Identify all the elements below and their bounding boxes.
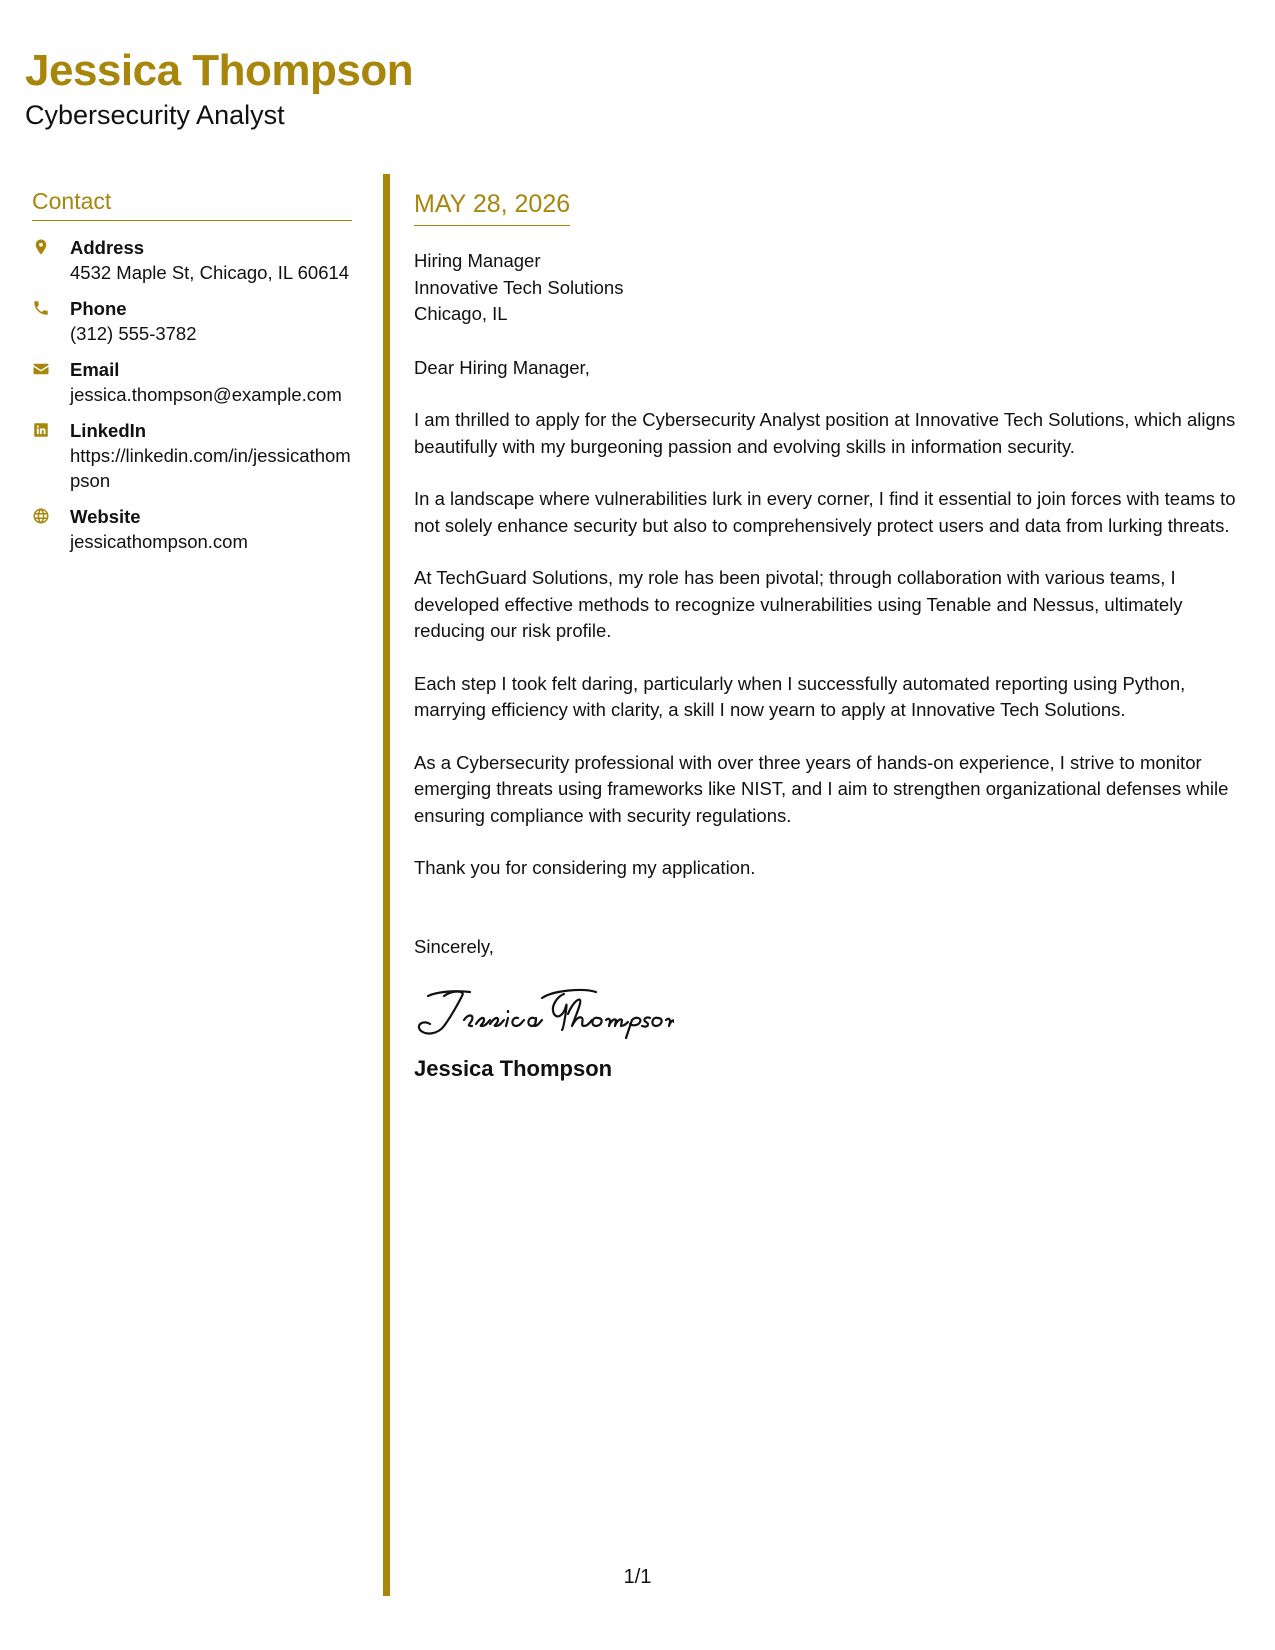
job-title: Cybersecurity Analyst [25,100,285,130]
letter-paragraph: As a Cybersecurity professional with over three years of hands-on experience, I strive to monitor emerging threats using frameworks like NIST, and I aim to strengthen organizational defenses while ensuring compliance with security regulations. [414,751,1229,826]
letter-paragraph: Each step I took felt daring, particularly when I successfully automated reporting using Python, marrying efficiency with clarity, a skill I now yearn to apply at Innovative Tech Solutions. [414,672,1186,720]
contact-item-phone [32,296,352,346]
vertical-divider [383,174,390,1596]
envelope-icon [32,357,70,381]
letter-date: MAY 28, 2026 [414,190,570,226]
recipient-block [414,248,1244,328]
closing: Sincerely, [414,935,494,957]
contact-item-linkedin [32,418,352,493]
email-value[interactable]: jessica.thompson@example.com [70,384,342,405]
letter-body [414,190,1244,1082]
recipient-line: Hiring Manager [414,250,541,271]
contact-item-website [32,504,352,554]
letter-paragraph: At TechGuard Solutions, my role has been pivotal; through collaboration with various teams, I developed effective methods to recognize vulnerabilities using Tenable and Nessus, ultimately reducing our risk profile. [414,567,1183,641]
contact-sidebar [32,188,352,565]
map-pin-icon [32,235,70,259]
globe-icon [32,504,70,528]
contact-heading: Contact [32,188,352,221]
linkedin-value[interactable]: https://linkedin.com/in/jessicathompson [70,445,351,491]
applicant-name: Jessica Thompson [25,46,414,95]
contact-label: Address [70,237,145,258]
signature-image [414,984,674,1044]
salutation: Dear Hiring Manager, [414,356,590,378]
linkedin-icon [32,418,70,442]
signature [414,982,1244,1046]
contact-item-email [32,357,352,407]
address-value: 4532 Maple St, Chicago, IL 60614 [70,262,350,283]
recipient-line: Chicago, IL [414,303,508,324]
page-number-text: 1/1 [623,1566,652,1588]
page-number [0,1566,1275,1589]
contact-item-address [32,235,352,285]
phone-icon [32,296,70,320]
phone-value[interactable]: (312) 555-3782 [70,323,197,344]
website-value[interactable]: jessicathompson.com [70,531,248,552]
letter-paragraph: I am thrilled to apply for the Cybersecurity Analyst position at Innovative Tech Solutions, which aligns beautifully with my burgeoning passion and evolving skills in information security. [414,409,1236,457]
contact-label: Email [70,359,120,380]
signed-name: Jessica Thompson [414,1056,613,1081]
letter-paragraph: In a landscape where vulnerabilities lurk in every corner, I find it essential to join forces with teams to not solely enhance security but also to comprehensively protect users and data from lurking threats. [414,488,1236,536]
recipient-line: Innovative Tech Solutions [414,276,624,298]
contact-label: Phone [70,298,127,319]
contact-label: Website [70,506,141,527]
contact-label: LinkedIn [70,420,147,441]
letter-paragraph: Thank you for considering my application. [414,857,756,878]
